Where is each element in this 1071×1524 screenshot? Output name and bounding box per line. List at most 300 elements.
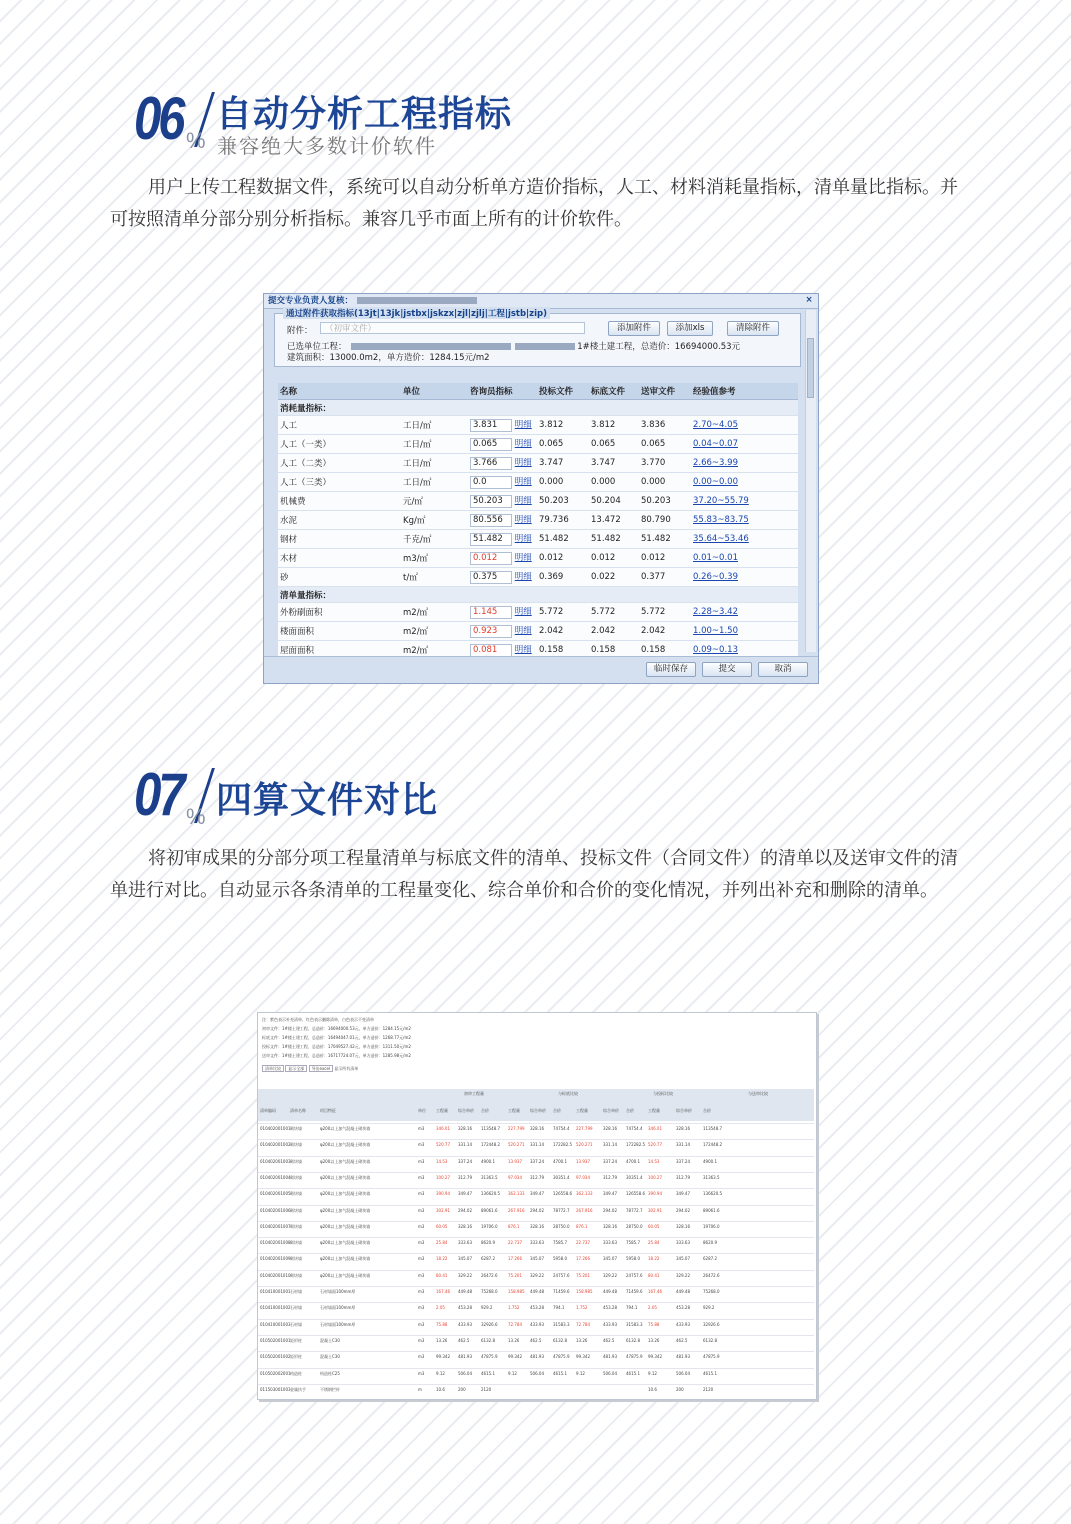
table-cell: φ200以上加气混凝土砌块墙 xyxy=(320,1158,371,1164)
temp-save-button[interactable]: 临时保存 xyxy=(646,662,696,677)
table-cell: 481.93 xyxy=(603,1354,617,1360)
table-cell: 200 xyxy=(458,1386,466,1392)
table-cell: 449.48 xyxy=(530,1289,544,1294)
table-row[interactable] xyxy=(258,1384,814,1400)
col-header[interactable]: 综合单价 xyxy=(458,1108,474,1113)
table-cell: 520.271 xyxy=(576,1142,593,1148)
reference-link[interactable]: 0.09~0.13 xyxy=(693,645,738,655)
indicator-dialog xyxy=(263,293,819,684)
col-header[interactable]: 合价 xyxy=(481,1108,489,1113)
section-body: 用户上传工程数据文件，系统可以自动分析单方造价指标，人工、材料消耗量指标，清单量比指标。并可按照清单分部分别分析指标。兼容几乎市面上所有的计价软件。 xyxy=(110,177,958,230)
table-row[interactable] xyxy=(258,1139,814,1156)
group-row xyxy=(278,587,798,603)
item-name: 人工 xyxy=(278,416,401,435)
info-line: 标底文件：1#楼土建工程，总造价：16494047.01元，单方造价：1268.77元/m2 xyxy=(262,1035,411,1040)
table-cell: 4615.1 xyxy=(703,1370,717,1376)
table-cell: 506.04 xyxy=(603,1370,617,1376)
area-info: 建筑面积：13000.0m2，单方造价：1284.15元/m2 xyxy=(287,353,490,363)
table-cell: 010410001001 xyxy=(260,1289,291,1294)
scroll-thumb[interactable] xyxy=(807,338,814,398)
consultant-input[interactable]: 50.203 xyxy=(470,495,512,508)
consultant-input[interactable]: 0.375 xyxy=(470,571,512,584)
table-cell: 72.784 xyxy=(508,1321,522,1327)
bid-value: 79.736 xyxy=(537,511,589,530)
table-cell: 石材墙面100mm厚 xyxy=(320,1289,356,1294)
item-name: 机械费 xyxy=(278,492,401,511)
table-cell: 328.16 xyxy=(458,1126,472,1131)
detail-link[interactable]: 明细 xyxy=(514,458,532,468)
dialog-footer xyxy=(264,656,818,683)
table-cell: 2120 xyxy=(703,1386,714,1392)
table-cell: 172448.2 xyxy=(481,1142,501,1148)
col-header[interactable]: 合价 xyxy=(626,1108,634,1113)
consultant-input[interactable]: 0.081 xyxy=(470,644,512,657)
table-cell: 010402001004 xyxy=(260,1174,291,1180)
item-name: 楼面面积 xyxy=(278,622,401,641)
col-header[interactable]: 标底文件 xyxy=(589,383,639,400)
table-cell: 75268.0 xyxy=(481,1289,498,1294)
table-cell: 167.46 xyxy=(436,1289,450,1294)
reference-link[interactable]: 2.70~4.05 xyxy=(693,420,738,430)
table-cell: 9.12 xyxy=(436,1370,445,1376)
base-value: 5.772 xyxy=(589,603,639,622)
table-cell: 329.22 xyxy=(603,1272,617,1278)
table-cell: 433.93 xyxy=(603,1321,617,1327)
table-cell: 100.27 xyxy=(648,1174,662,1180)
table-cell: 158.985 xyxy=(508,1289,525,1294)
col-header[interactable]: 送审文件 xyxy=(639,383,691,400)
attach-input[interactable]: （初审文件） xyxy=(320,322,585,334)
table-cell: 449.48 xyxy=(676,1289,690,1294)
table-row[interactable] xyxy=(278,549,798,568)
table-cell: 24757.6 xyxy=(553,1272,570,1278)
consultant-cell xyxy=(468,416,537,435)
detail-link[interactable]: 明细 xyxy=(514,515,532,525)
table-cell: 石材墙面100mm厚 xyxy=(320,1305,356,1311)
table-cell: m3 xyxy=(418,1256,425,1262)
table-cell: 267.916 xyxy=(508,1207,525,1213)
compare-toolbar xyxy=(262,1066,358,1072)
item-unit: m2/㎡ xyxy=(401,641,468,660)
table-cell: m3 xyxy=(418,1354,425,1360)
table-row[interactable] xyxy=(258,1351,814,1368)
table-cell: 47875.9 xyxy=(703,1354,720,1360)
table-cell: 331.14 xyxy=(603,1142,617,1148)
table-row[interactable] xyxy=(258,1270,814,1287)
table-cell: 328.16 xyxy=(530,1126,544,1131)
base-value: 0.000 xyxy=(589,473,639,492)
table-cell: φ200以上加气混凝土砌块墙 xyxy=(320,1174,371,1180)
item-unit: 工日/㎡ xyxy=(401,416,468,435)
group-row xyxy=(278,400,798,416)
table-cell: m3 xyxy=(418,1337,425,1343)
table-cell: 349.47 xyxy=(458,1191,472,1197)
table-cell: 22.737 xyxy=(508,1240,522,1246)
table-cell: m3 xyxy=(418,1191,425,1197)
submitted-value: 0.158 xyxy=(639,641,691,660)
table-row[interactable] xyxy=(278,416,798,435)
bid-value: 0.065 xyxy=(537,435,589,454)
table-row[interactable] xyxy=(278,603,798,622)
bid-value: 5.772 xyxy=(537,603,589,622)
table-cell: 32926.6 xyxy=(481,1321,498,1327)
table-cell: 74754.4 xyxy=(553,1126,570,1131)
table-cell: 25.84 xyxy=(648,1240,660,1246)
table-cell: 100.27 xyxy=(436,1174,450,1180)
submitted-value: 0.012 xyxy=(639,549,691,568)
table-row[interactable] xyxy=(258,1335,814,1352)
table-cell: 80.41 xyxy=(648,1272,660,1278)
table-cell: 2.05 xyxy=(648,1305,657,1311)
table-cell: 9.12 xyxy=(508,1370,517,1376)
detail-link[interactable]: 明细 xyxy=(514,420,532,430)
col-header[interactable]: 单位 xyxy=(401,383,468,400)
attach-label: 附件： xyxy=(287,326,313,336)
scrollbar[interactable] xyxy=(805,310,816,652)
group-header: 与送审比较 xyxy=(748,1091,768,1096)
consultant-input[interactable]: 0.065 xyxy=(470,438,512,451)
table-cell: 71459.6 xyxy=(626,1289,643,1294)
table-cell: 28750.0 xyxy=(553,1223,570,1229)
col-header[interactable]: 咨询员指标 xyxy=(468,383,537,400)
compare-button[interactable]: 清单比较 xyxy=(262,1065,284,1072)
clear-attach-button[interactable]: 清除附件 xyxy=(727,321,779,336)
detail-link[interactable]: 明细 xyxy=(514,626,532,636)
table-row[interactable] xyxy=(278,622,798,641)
table-row[interactable] xyxy=(258,1123,814,1140)
table-cell: 337.24 xyxy=(676,1158,690,1164)
table-cell: m3 xyxy=(418,1158,425,1164)
reference-cell xyxy=(691,603,798,622)
reference-link[interactable]: 2.28~3.42 xyxy=(693,607,738,617)
table-row[interactable] xyxy=(278,473,798,492)
base-value: 51.482 xyxy=(589,530,639,549)
table-cell: 126558.6 xyxy=(626,1191,646,1197)
base-value: 0.065 xyxy=(589,435,639,454)
close-icon[interactable]: × xyxy=(805,295,813,305)
table-cell: 6132.8 xyxy=(626,1337,640,1343)
reference-cell xyxy=(691,568,798,587)
group-header: 初审工程量 xyxy=(464,1091,484,1096)
reference-link[interactable]: 37.20~55.79 xyxy=(693,496,749,506)
item-name: 人工（三类） xyxy=(278,473,401,492)
section-subtitle: 兼容绝大多数计价软件 xyxy=(217,134,437,158)
table-cell: 328.16 xyxy=(603,1126,617,1131)
consultant-input[interactable]: 80.556 xyxy=(470,514,512,527)
table-cell: 481.93 xyxy=(676,1354,690,1360)
reference-cell xyxy=(691,492,798,511)
detail-link[interactable]: 明细 xyxy=(514,553,532,563)
table-cell: 294.02 xyxy=(676,1207,690,1213)
item-name: 屋面面积 xyxy=(278,641,401,660)
table-cell: 349.47 xyxy=(676,1191,690,1197)
table-cell: 312.79 xyxy=(530,1174,544,1180)
base-value: 3.812 xyxy=(589,416,639,435)
base-value: 0.012 xyxy=(589,549,639,568)
table-row[interactable] xyxy=(258,1172,814,1189)
table-cell: 混凝土C30 xyxy=(320,1354,340,1360)
table-cell: 929.2 xyxy=(703,1305,715,1311)
table-cell: 6132.8 xyxy=(703,1337,717,1343)
table-cell: 6132.8 xyxy=(553,1337,567,1343)
table-row[interactable] xyxy=(258,1221,814,1238)
col-header[interactable]: 工程量 xyxy=(436,1108,448,1113)
detail-link[interactable]: 明细 xyxy=(514,477,532,487)
col-header[interactable]: 合价 xyxy=(553,1108,561,1113)
table-cell: 74754.4 xyxy=(626,1126,643,1131)
table-cell: 172282.5 xyxy=(626,1142,646,1148)
table-cell: 不锈钢栏杆 xyxy=(320,1386,340,1392)
table-row[interactable] xyxy=(258,1188,814,1205)
table-row[interactable] xyxy=(278,492,798,511)
table-cell: 10.6 xyxy=(436,1386,445,1392)
table-cell: 312.79 xyxy=(676,1174,690,1180)
table-cell: 010502001001 xyxy=(260,1337,291,1343)
col-header[interactable]: 综合单价 xyxy=(603,1108,619,1113)
consultant-cell xyxy=(468,454,537,473)
table-cell: φ200以上加气混凝土砌块墙 xyxy=(320,1272,371,1278)
table-row[interactable] xyxy=(278,435,798,454)
project-info: 1#楼土建工程，总造价：16694000.53元 xyxy=(577,342,741,352)
table-cell: 453.28 xyxy=(458,1305,472,1311)
item-unit: 工日/㎡ xyxy=(401,454,468,473)
table-cell: 113548.7 xyxy=(703,1126,723,1131)
col-header[interactable]: 工程量 xyxy=(576,1108,588,1113)
table-cell: 227.799 xyxy=(508,1126,525,1131)
detail-link[interactable]: 明细 xyxy=(514,439,532,449)
table-cell: 5958.0 xyxy=(553,1256,567,1262)
col-header[interactable]: 经验值参考 xyxy=(691,383,798,400)
table-cell: 5958.0 xyxy=(626,1256,640,1262)
table-cell: 6287.2 xyxy=(703,1256,717,1262)
detail-link[interactable]: 明细 xyxy=(514,645,532,655)
table-cell: 97.034 xyxy=(576,1174,590,1180)
redacted-name xyxy=(357,297,477,304)
table-cell: 302.91 xyxy=(436,1207,450,1213)
table-cell: 328.16 xyxy=(676,1223,690,1229)
table-cell: φ200以上加气混凝土砌块墙 xyxy=(320,1240,371,1246)
item-unit: 千克/㎡ xyxy=(401,530,468,549)
bid-value: 50.203 xyxy=(537,492,589,511)
reference-link[interactable]: 55.83~83.75 xyxy=(693,515,749,525)
bid-value: 0.000 xyxy=(537,473,589,492)
table-cell: 010402001010 xyxy=(260,1272,291,1278)
table-cell: 200 xyxy=(676,1386,684,1392)
table-cell: φ200以上加气混凝土砌块墙 xyxy=(320,1126,371,1131)
table-cell: 9.12 xyxy=(648,1370,657,1376)
table-cell: 328.16 xyxy=(530,1223,544,1229)
reference-link[interactable]: 35.64~53.46 xyxy=(693,534,749,544)
table-cell: 362.133 xyxy=(508,1191,525,1197)
col-header[interactable]: 项目特征 xyxy=(320,1108,336,1113)
section-title: 四算文件对比 xyxy=(216,780,439,821)
group-label: 清单量指标： xyxy=(278,587,798,603)
table-cell: 333.63 xyxy=(530,1240,544,1246)
table-row[interactable] xyxy=(278,511,798,530)
table-row[interactable] xyxy=(258,1205,814,1222)
item-unit: t/㎡ xyxy=(401,568,468,587)
table-cell: φ200以上加气混凝土砌块墙 xyxy=(320,1256,371,1262)
reference-link[interactable]: 0.01~0.01 xyxy=(693,553,738,563)
table-cell: 31363.5 xyxy=(703,1174,720,1180)
detail-link[interactable]: 明细 xyxy=(514,607,532,617)
bid-value: 0.369 xyxy=(537,568,589,587)
table-cell: 砌块墙 xyxy=(290,1223,302,1229)
export-excel-button[interactable]: 导出excel xyxy=(309,1065,333,1072)
table-cell: 481.93 xyxy=(530,1354,544,1360)
table-cell: 13.937 xyxy=(576,1158,590,1164)
compare-table-header xyxy=(258,1089,814,1121)
add-attach-button[interactable]: 添加附件 xyxy=(608,321,660,336)
consultant-input[interactable]: 0.923 xyxy=(470,625,512,638)
table-cell: 876.1 xyxy=(508,1223,520,1229)
table-cell: 1.752 xyxy=(576,1305,588,1311)
consultant-input[interactable]: 3.831 xyxy=(470,419,512,432)
submit-button[interactable]: 提交 xyxy=(702,662,752,677)
table-cell: 30351.4 xyxy=(626,1174,643,1180)
reference-link[interactable]: 0.04~0.07 xyxy=(693,439,738,449)
item-unit: m2/㎡ xyxy=(401,622,468,641)
reference-link[interactable]: 2.66~3.99 xyxy=(693,458,738,468)
submitted-value: 0.377 xyxy=(639,568,691,587)
info-line: 投标文件：1#楼土建工程，总造价：17049527.42元，单方造价：1311.50元/m2 xyxy=(262,1044,411,1049)
col-header[interactable]: 工程量 xyxy=(648,1108,660,1113)
reference-cell xyxy=(691,454,798,473)
table-row[interactable] xyxy=(258,1237,814,1254)
table-cell: 4615.1 xyxy=(626,1370,640,1376)
consultant-input[interactable]: 0.012 xyxy=(470,552,512,565)
item-unit: 工日/㎡ xyxy=(401,435,468,454)
selected-project-label: 已选单位工程： xyxy=(287,342,347,352)
add-xls-button[interactable]: 添加xls xyxy=(667,321,713,336)
table-cell: 30351.4 xyxy=(553,1174,570,1180)
table-cell: m3 xyxy=(418,1142,425,1148)
table-cell: 4700.1 xyxy=(626,1158,640,1164)
table-cell: 876.1 xyxy=(576,1223,588,1229)
table-cell: 60.05 xyxy=(436,1223,448,1229)
table-cell: 346.01 xyxy=(648,1126,662,1131)
show-all-checkbox[interactable]: 显示所有清单 xyxy=(334,1066,359,1071)
col-header[interactable]: 名称 xyxy=(278,383,401,400)
table-row[interactable] xyxy=(258,1253,814,1270)
table-cell: 石材墙 xyxy=(290,1289,302,1294)
table-cell: 矩形柱 xyxy=(290,1354,302,1360)
table-cell: 80.41 xyxy=(436,1272,448,1278)
section-number: 07 xyxy=(134,761,183,828)
table-cell: 390.94 xyxy=(436,1191,450,1197)
detail-link[interactable]: 明细 xyxy=(514,496,532,506)
table-cell: 010410001002 xyxy=(260,1305,291,1311)
table-cell: 17.266 xyxy=(576,1256,590,1262)
consultant-input[interactable]: 51.482 xyxy=(470,533,512,546)
consultant-cell xyxy=(468,473,537,492)
consultant-cell xyxy=(468,622,537,641)
col-header[interactable]: 工程量 xyxy=(508,1108,520,1113)
table-cell: m3 xyxy=(418,1305,425,1311)
detail-link[interactable]: 明细 xyxy=(514,572,532,582)
col-header[interactable]: 合价 xyxy=(703,1108,711,1113)
reference-cell xyxy=(691,416,798,435)
table-row[interactable] xyxy=(278,530,798,549)
table-cell: 75.201 xyxy=(576,1272,590,1278)
table-cell: φ200以上加气混凝土砌块墙 xyxy=(320,1223,371,1229)
table-cell: 328.16 xyxy=(458,1223,472,1229)
table-cell: 13.26 xyxy=(648,1337,660,1343)
reference-link[interactable]: 1.00~1.50 xyxy=(693,626,738,636)
fieldset-legend: 通过附件获取指标(13jt|13jk|jstbx|jskzx|zjl|zjlj|工程|jstb|zip) xyxy=(283,307,550,319)
table-cell: 462.5 xyxy=(530,1337,542,1343)
item-unit: m2/㎡ xyxy=(401,603,468,622)
table-cell: 929.2 xyxy=(481,1305,493,1311)
section-body: 将初审成果的分部分项工程量清单与标底文件的清单、投标文件（合同文件）的清单以及送审文件的清单进行对比。自动显示各条清单的工程量变化、综合单价和合价的变化情况，并列出补充和删除的清单。 xyxy=(110,848,958,901)
table-cell: 329.22 xyxy=(676,1272,690,1278)
reference-link[interactable]: 0.00~0.00 xyxy=(693,477,738,487)
detail-link[interactable]: 明细 xyxy=(514,534,532,544)
table-row[interactable] xyxy=(258,1368,814,1385)
table-row[interactable] xyxy=(278,568,798,587)
reference-link[interactable]: 0.26~0.39 xyxy=(693,572,738,582)
table-cell: 449.48 xyxy=(603,1289,617,1294)
col-header[interactable]: 综合单价 xyxy=(530,1108,546,1113)
submitted-value: 3.770 xyxy=(639,454,691,473)
table-cell: 2.05 xyxy=(436,1305,445,1311)
table-cell: 294.02 xyxy=(458,1207,472,1213)
consultant-input[interactable]: 1.145 xyxy=(470,606,512,619)
consultant-input[interactable]: 3.766 xyxy=(470,457,512,470)
table-cell: 47875.9 xyxy=(481,1354,498,1360)
table-cell: 75.201 xyxy=(508,1272,522,1278)
table-cell: 19706.0 xyxy=(703,1223,720,1229)
table-cell: 349.47 xyxy=(530,1191,544,1197)
col-header[interactable]: 清单编码 xyxy=(260,1108,276,1113)
table-cell: 金属扶手 xyxy=(290,1386,306,1392)
col-header[interactable]: 投标文件 xyxy=(537,383,589,400)
table-cell: 331.14 xyxy=(676,1142,690,1148)
table-row[interactable] xyxy=(258,1302,814,1319)
table-row[interactable] xyxy=(258,1156,814,1173)
table-cell: 520.77 xyxy=(648,1142,662,1148)
col-header[interactable]: 清单名称 xyxy=(290,1108,306,1113)
group-header: 与标底比较 xyxy=(558,1091,578,1096)
table-row[interactable] xyxy=(258,1286,814,1303)
table-cell: 矩形柱 xyxy=(290,1337,302,1343)
consultant-input[interactable]: 0.0 xyxy=(470,476,512,489)
table-row[interactable] xyxy=(278,454,798,473)
table-cell: 520.77 xyxy=(436,1142,450,1148)
show-all-button[interactable]: 显示全部 xyxy=(285,1065,307,1072)
table-cell: 520.271 xyxy=(508,1142,525,1148)
table-cell: 172448.2 xyxy=(703,1142,723,1148)
table-cell: 449.48 xyxy=(458,1289,472,1294)
table-cell: φ200以上加气混凝土砌块墙 xyxy=(320,1207,371,1213)
reference-cell xyxy=(691,549,798,568)
reference-cell xyxy=(691,511,798,530)
table-cell: 砌块墙 xyxy=(290,1158,302,1164)
col-header[interactable]: 单位 xyxy=(418,1108,426,1113)
section-title: 自动分析工程指标 xyxy=(216,94,513,135)
info-line: 初审文件：1#楼土建工程，总造价：16694000.53元，单方造价：1284.15元/m2 xyxy=(262,1026,411,1031)
table-cell: 126558.6 xyxy=(553,1191,573,1197)
reference-cell xyxy=(691,622,798,641)
cancel-button[interactable]: 取消 xyxy=(758,662,808,677)
item-unit: Kg/㎡ xyxy=(401,511,468,530)
table-row[interactable] xyxy=(258,1319,814,1336)
table-cell: m3 xyxy=(418,1223,425,1229)
table-cell: 433.93 xyxy=(458,1321,472,1327)
section-number: 06 xyxy=(134,85,183,152)
col-header[interactable]: 综合单价 xyxy=(676,1108,692,1113)
table-body xyxy=(278,400,798,660)
